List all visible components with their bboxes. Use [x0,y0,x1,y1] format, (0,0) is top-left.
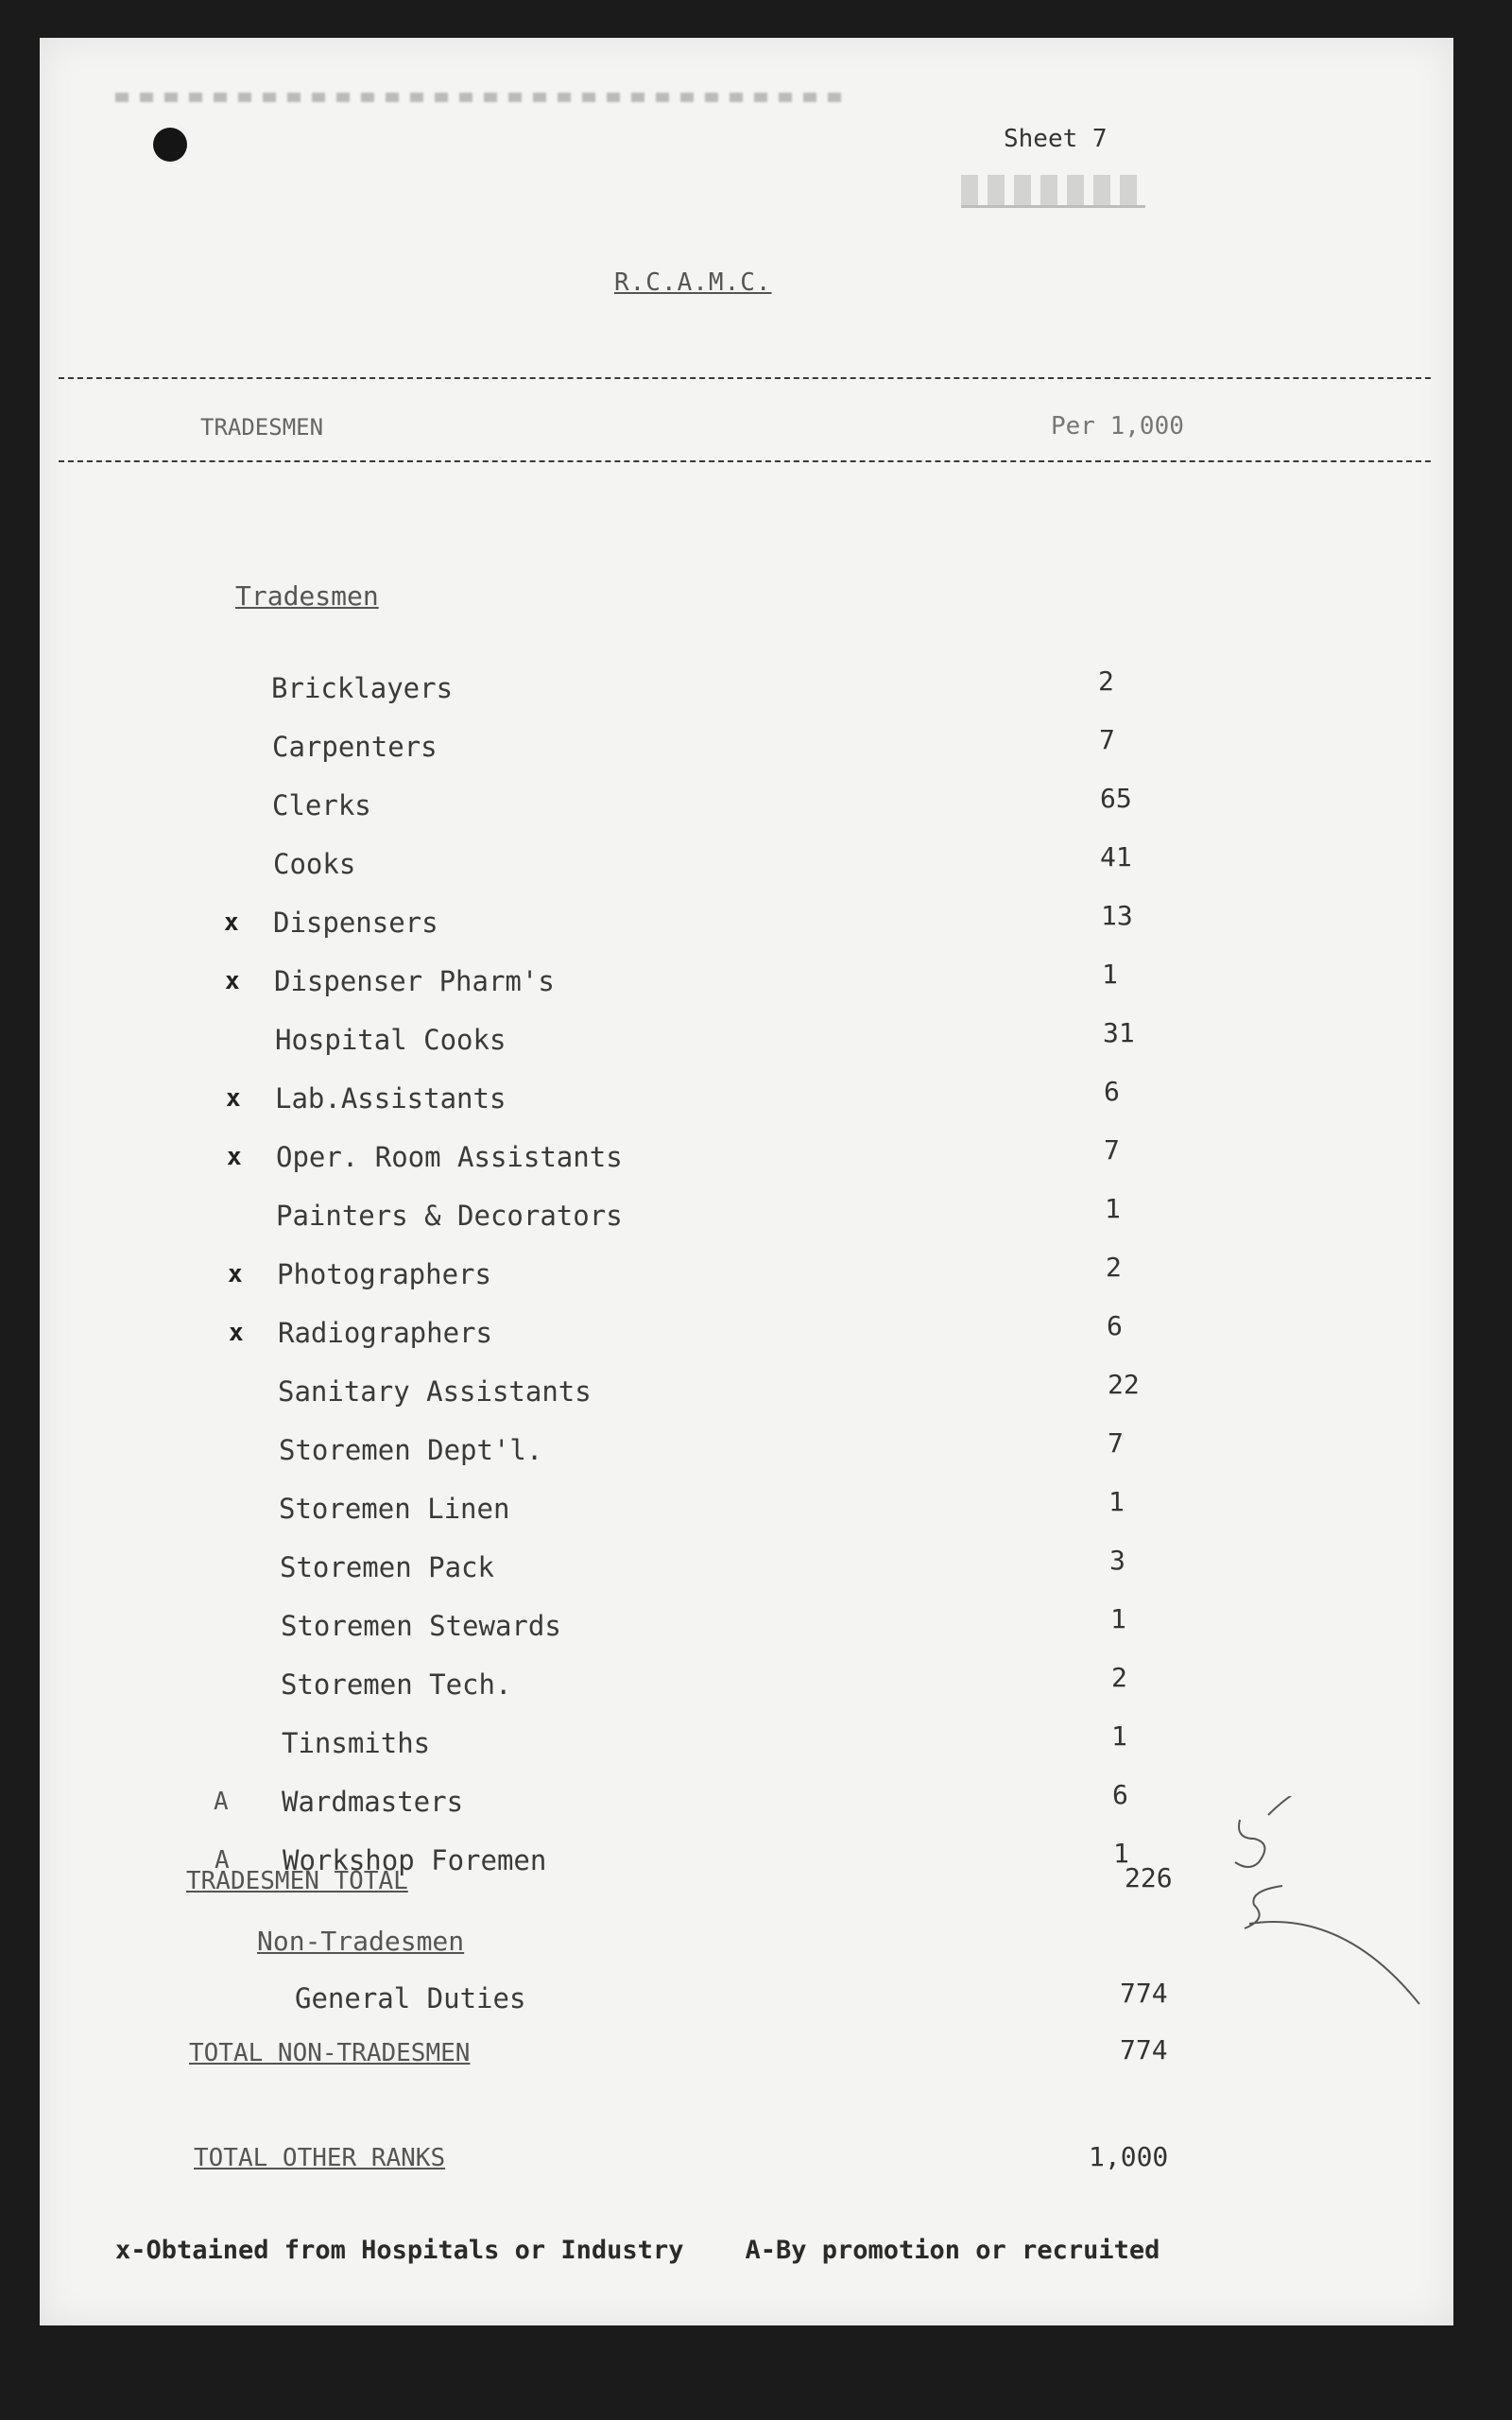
row-value: 1 [1110,1603,1126,1634]
row-value: 13 [1101,900,1133,931]
row-mark: x [226,1084,241,1113]
list-item [226,1080,507,1117]
list-item [279,1431,542,1469]
row-label: Clerks [272,789,371,821]
footnote: x-Obtained from Hospitals or Industry A-By promotion or recruited [115,2236,1160,2265]
list-item [228,1255,491,1293]
row-label: Bricklayers [271,672,454,704]
row-value: 65 [1100,783,1132,814]
row-value: 1 [1105,1193,1121,1224]
list-item [278,1373,592,1410]
list-item [279,1490,509,1528]
row-value: 6 [1104,1076,1120,1107]
header-rule [59,460,1431,462]
document-page [40,38,1453,2325]
row-label: Storemen Tech. [281,1668,512,1701]
list-item [272,728,438,766]
row-label: Storemen Pack [280,1551,494,1583]
row-label: Painters & Decorators [276,1200,623,1232]
row-label: Sanitary Assistants [278,1375,592,1408]
total-other-ranks-label: TOTAL OTHER RANKS [194,2144,446,2172]
row-value: 7 [1104,1134,1120,1166]
section-title-tradesmen: Tradesmen [235,580,379,612]
row-label: Hospital Cooks [275,1024,507,1056]
row-mark: x [227,1143,242,1171]
row-value: 6 [1112,1779,1128,1810]
row-label: Photographers [277,1258,491,1290]
row-label: Carpenters [272,731,438,763]
row-label: Tinsmiths [282,1727,431,1759]
row-value: 1 [1113,1838,1129,1869]
row-label: General Duties [295,1982,526,2014]
row-value: 22 [1108,1369,1140,1400]
row-mark: x [228,1260,243,1288]
row-mark: A [215,1846,230,1875]
list-item [280,1548,494,1586]
list-item [271,669,453,707]
list-item [281,1666,511,1703]
list-item [225,962,555,1000]
list-item [275,1021,506,1059]
column-header-trade: TRADESMEN [200,414,324,441]
row-mark: x [229,1319,244,1347]
row-value: 2 [1106,1252,1122,1283]
total-other-ranks-value: 1,000 [1089,2141,1169,2172]
row-value: 7 [1099,724,1115,755]
row-value: 7 [1108,1427,1124,1459]
row-label: Workshop Foremen [283,1844,547,1876]
department-title: R.C.A.M.C. [614,268,772,297]
row-value: 31 [1103,1017,1135,1048]
row-value: 3 [1109,1545,1125,1576]
row-value: 1 [1102,959,1118,990]
row-label: Oper. Room Assistants [276,1141,623,1173]
row-value: 41 [1100,841,1132,873]
row-label: Cooks [273,848,356,880]
list-item [281,1607,561,1645]
row-value: 6 [1107,1310,1123,1341]
list-item [273,845,355,883]
punch-hole-mark [153,128,187,162]
row-mark: A [214,1788,229,1816]
section-title-non-tradesmen: Non-Tradesmen [257,1926,465,1957]
tradesmen-total-value: 226 [1125,1862,1173,1893]
list-item [272,786,371,824]
faded-header-text [115,93,852,102]
general-duties-value: 774 [1120,1978,1168,2009]
row-mark: x [225,967,240,995]
row-value: 2 [1098,666,1114,697]
row-label: Dispenser Pharm's [274,965,555,997]
row-label: Radiographers [278,1317,492,1349]
list-item [295,1979,525,2017]
row-value: 1 [1108,1486,1125,1517]
handwritten-check-marks [1230,1796,1457,2155]
row-label: Dispensers [273,907,438,939]
top-rule [59,377,1431,379]
list-item [229,1314,492,1352]
tradesmen-total-label: TRADESMEN TOTAL [186,1867,408,1895]
row-label: Storemen Stewards [281,1610,561,1642]
column-header-rate: Per 1,000 [1051,412,1184,441]
row-label: Storemen Linen [279,1493,510,1525]
total-non-tradesmen-label: TOTAL NON-TRADESMEN [189,2039,471,2067]
list-item [276,1197,623,1235]
row-label: Storemen Dept'l. [279,1434,543,1466]
list-item [227,1138,623,1176]
total-non-tradesmen-value: 774 [1120,2034,1168,2066]
row-label: Lab.Assistants [275,1082,507,1115]
row-label: Wardmasters [282,1786,464,1818]
list-item [214,1783,464,1821]
row-value: 1 [1111,1720,1127,1752]
list-item [282,1724,430,1762]
sheet-number: Sheet 7 [1004,125,1108,153]
faded-stamp [961,175,1145,208]
row-value: 2 [1111,1662,1127,1693]
list-item [224,904,438,942]
row-mark: x [224,908,239,937]
